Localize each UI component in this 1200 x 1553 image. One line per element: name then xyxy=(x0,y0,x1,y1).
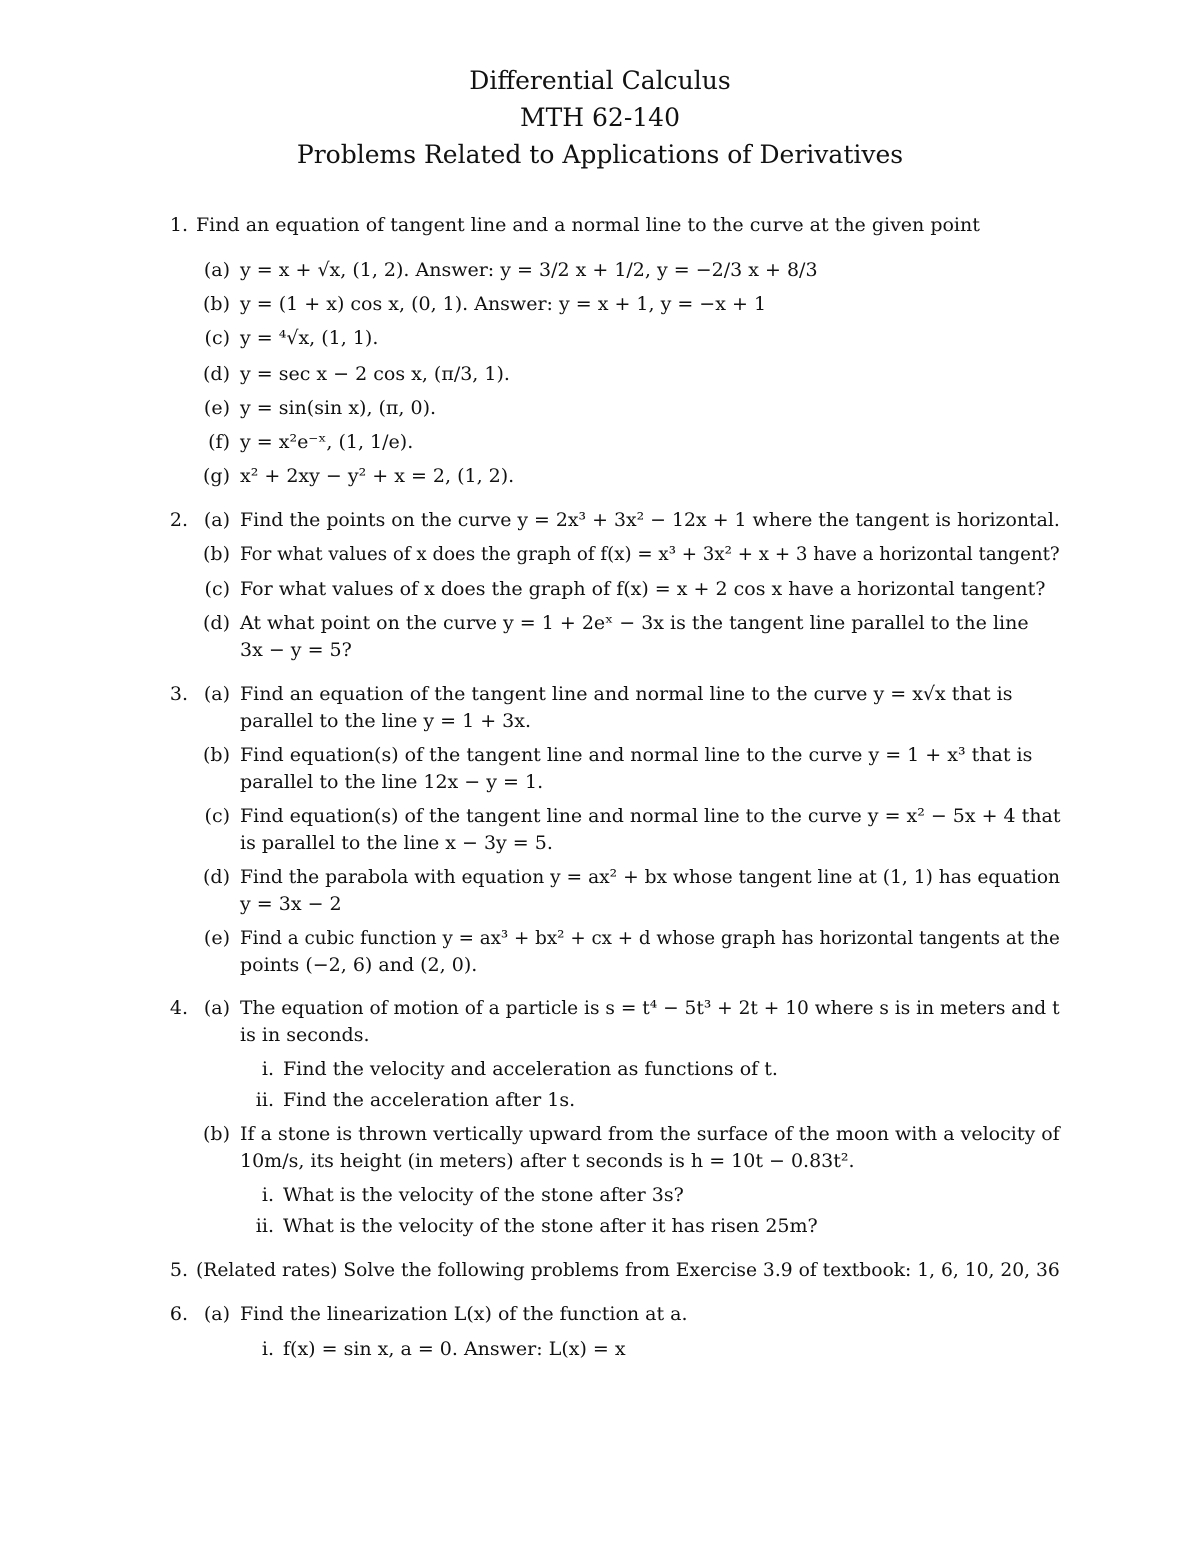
part-text: Find a cubic function y = ax³ + bx² + cx + d whose graph has horizontal tangents at the xyxy=(240,927,1060,949)
part-label: (b) xyxy=(203,543,230,565)
part-text: y = (1 + x) cos x, (0, 1). Answer: y = x + 1, y = −x + 1 xyxy=(240,293,767,315)
problem-intro: Find an equation of tangent line and a normal line to the curve at the given point xyxy=(196,214,980,236)
part-text: Find an equation of the tangent line and normal line to the curve y = x√x that is xyxy=(240,683,1013,705)
part-text: At what point on the curve y = 1 + 2eˣ − 3x is the tangent line parallel to the line xyxy=(240,612,1029,634)
part-text-continued: y = 3x − 2 xyxy=(240,893,342,915)
problem-number: 5. xyxy=(169,1259,188,1281)
part-label: (b) xyxy=(203,293,230,315)
part-label: (c) xyxy=(204,805,230,827)
problem-intro: (Related rates) Solve the following problems from Exercise 3.9 of textbook: 1, 6, 10, 20, 36 xyxy=(196,1259,1060,1281)
course-code: MTH 62-140 xyxy=(520,103,680,132)
part-text: Find equation(s) of the tangent line and normal line to the curve y = 1 + x³ that is xyxy=(240,744,1033,766)
part-label: (f) xyxy=(208,431,230,453)
problem-number: 4. xyxy=(169,997,188,1019)
part-label: (e) xyxy=(203,927,230,949)
part-text: Find the linearization L(x) of the function at a. xyxy=(240,1303,688,1325)
problem-number: 2. xyxy=(169,509,188,531)
part-text-continued: 3x − y = 5? xyxy=(240,639,352,661)
part-label: (d) xyxy=(203,612,230,634)
subpart-text: f(x) = sin x, a = 0. Answer: L(x) = x xyxy=(283,1338,626,1360)
part-label: (a) xyxy=(203,1303,230,1325)
part-text: The equation of motion of a particle is s = t⁴ − 5t³ + 2t + 10 where s is in meters and t xyxy=(240,997,1060,1019)
part-text: y = x²e⁻ˣ, (1, 1/e). xyxy=(240,431,414,453)
document-subtitle: Problems Related to Applications of Derivatives xyxy=(296,140,904,169)
part-text: Find the points on the curve y = 2x³ + 3x² − 12x + 1 where the tangent is horizontal. xyxy=(240,509,1060,531)
part-text-continued: 10m/s, its height (in meters) after t seconds is h = 10t − 0.83t². xyxy=(240,1150,855,1172)
part-text: y = sec x − 2 cos x, (π/3, 1). xyxy=(240,363,510,385)
subpart-text: What is the velocity of the stone after it has risen 25m? xyxy=(283,1215,818,1237)
part-text-continued: is parallel to the line x − 3y = 5. xyxy=(240,832,553,854)
problem-number: 3. xyxy=(169,683,188,705)
part-text: y = x + √x, (1, 2). Answer: y = 3/2 x + 1/2, y = −2/3 x + 8/3 xyxy=(240,259,818,281)
part-text: y = ⁴√x, (1, 1). xyxy=(240,327,379,349)
subpart-label: i. xyxy=(261,1184,274,1206)
part-label: (d) xyxy=(203,866,230,888)
part-text: y = sin(sin x), (π, 0). xyxy=(240,397,437,419)
subpart-label: ii. xyxy=(255,1089,274,1111)
part-text: Find equation(s) of the tangent line and normal line to the curve y = x² − 5x + 4 that xyxy=(240,805,1061,827)
part-label: (c) xyxy=(204,578,230,600)
part-text-continued: parallel to the line 12x − y = 1. xyxy=(240,771,544,793)
part-text: Find the parabola with equation y = ax² + bx whose tangent line at (1, 1) has equation xyxy=(240,866,1061,888)
part-label: (b) xyxy=(203,744,230,766)
part-label: (a) xyxy=(203,259,230,281)
subpart-label: i. xyxy=(261,1058,274,1080)
part-label: (d) xyxy=(203,363,230,385)
part-text: For what values of x does the graph of f(x) = x³ + 3x² + x + 3 have a horizontal tangent? xyxy=(240,543,1060,565)
part-text-continued: parallel to the line y = 1 + 3x. xyxy=(240,710,532,732)
part-text: x² + 2xy − y² + x = 2, (1, 2). xyxy=(240,465,515,487)
document-title: Differential Calculus xyxy=(469,66,731,95)
part-label: (g) xyxy=(203,465,230,487)
problem-number: 1. xyxy=(169,214,188,236)
part-label: (a) xyxy=(203,683,230,705)
part-label: (e) xyxy=(203,397,230,419)
part-text-continued: points (−2, 6) and (2, 0). xyxy=(240,954,478,976)
part-label: (b) xyxy=(203,1123,230,1145)
subpart-text: Find the velocity and acceleration as functions of t. xyxy=(283,1058,778,1080)
part-text-continued: is in seconds. xyxy=(240,1024,370,1046)
subpart-label: ii. xyxy=(255,1215,274,1237)
subpart-text: Find the acceleration after 1s. xyxy=(283,1089,576,1111)
part-text: If a stone is thrown vertically upward from the surface of the moon with a velocity of xyxy=(240,1123,1060,1145)
problem-number: 6. xyxy=(169,1303,188,1325)
subpart-label: i. xyxy=(261,1338,274,1360)
subpart-text: What is the velocity of the stone after 3s? xyxy=(283,1184,684,1206)
part-text: For what values of x does the graph of f(x) = x + 2 cos x have a horizontal tangent? xyxy=(240,578,1046,600)
part-label: (a) xyxy=(203,997,230,1019)
part-label: (c) xyxy=(204,327,230,349)
part-label: (a) xyxy=(203,509,230,531)
